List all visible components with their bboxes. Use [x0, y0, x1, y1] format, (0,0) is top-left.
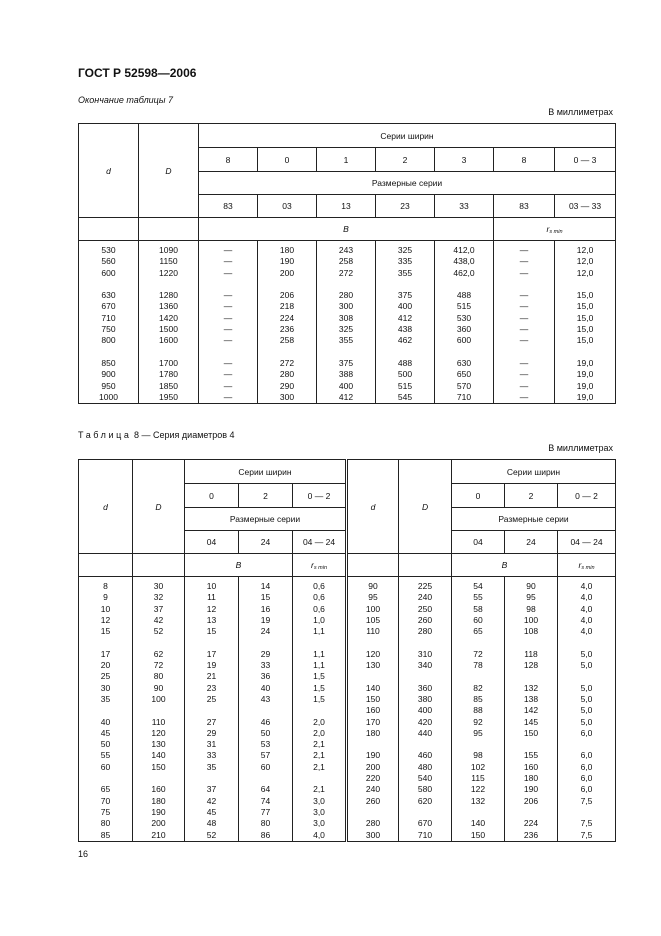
table8-col-B04-right: 54 55 58 60 65 72 78 82 85 88 92 95 98 102 115 122 132 140 150: [452, 577, 505, 842]
table8-header-width-series-left: Серии ширин: [185, 460, 347, 484]
table8-width-code: 0: [452, 484, 505, 508]
table7-dim-code: 03 — 33: [555, 195, 616, 218]
table8-width-code: 0: [185, 484, 239, 508]
table8-dim-code: 04: [185, 531, 239, 554]
table7-header-B: B: [199, 218, 494, 241]
table8-header-d-left: d: [79, 460, 133, 554]
table7-col-B-03: 180 190 200 206 218 224 236 258 272 280 290 300: [258, 241, 317, 404]
table8-header-B-left: B: [185, 554, 293, 577]
table8-header-dim-series-left: Размерные серии: [185, 508, 347, 531]
table7-dim-code: 13: [317, 195, 376, 218]
table8-header-r-left: $r_{s min}$: [293, 554, 347, 577]
table7-units-label: В миллиметрах: [548, 107, 613, 117]
table7-col-D: 1090 1150 1220 1280 1360 1420 1500 1600 1700 1780 1850 1950: [139, 241, 199, 404]
table7-col-d: 530 560 600 630 670 710 750 800 850 900 950 1000: [79, 241, 139, 404]
table8-width-code: 0 — 2: [558, 484, 616, 508]
table7-col-r-03-33: 12,0 12,0 12,0 15,0 15,0 15,0 15,0 15,0 19,0 19,0 19,0 19,0: [555, 241, 616, 404]
table8-dim-code: 24: [239, 531, 293, 554]
table8-col-r-left: 0,6 0,6 0,6 1,0 1,1 1,1 1,1 1,5 1,5 1,5 2,0 2,0 2,1 2,1 2,1 2,1 3,0 3,0 3,0 4,0: [293, 577, 347, 842]
table8-col-r-right: 4,0 4,0 4,0 4,0 4,0 5,0 5,0 5,0 5,0 5,0 5,0 6,0 6,0 6,0 6,0 6,0 7,5 7,5 7,5: [558, 577, 616, 842]
table7-dim-code: 83: [199, 195, 258, 218]
table7-col-r-83: — — — — — — — — — — — —: [494, 241, 555, 404]
table8-width-code: 0 — 2: [293, 484, 347, 508]
table8-dim-code: 24: [505, 531, 558, 554]
table8-header-width-series-right: Серии ширин: [452, 460, 616, 484]
table8-col-B24-right: 90 95 98 100 108 118 128 132 138 142 145 150 155 160 180 190 206 224 236: [505, 577, 558, 842]
table8-col-B04-left: 10 11 12 13 15 17 19 21 23 25 27 29 31 33 35 37 42 45 48 52: [185, 577, 239, 842]
page-number: 16: [78, 849, 89, 859]
table7-header-d: d: [79, 124, 139, 218]
table7-header-r: $r_{s min}$: [494, 218, 616, 241]
table7-width-code: 2: [376, 148, 435, 172]
table8-header-d-right: d: [347, 460, 399, 554]
table8: [78, 459, 616, 842]
table7-width-code: 0 — 3: [555, 148, 616, 172]
table8-col-d-left: 8 9 10 12 15 17 20 25 30 35 40 45 50 55 60 65 70 75 80 85: [79, 577, 133, 842]
table8-width-code: 2: [505, 484, 558, 508]
table8-width-code: 2: [239, 484, 293, 508]
table7-width-code: 8: [199, 148, 258, 172]
table8-header-D-right: D: [399, 460, 452, 554]
table7-col-B-23: 325 335 355 375 400 412 438 462 488 500 515 545: [376, 241, 435, 404]
table8-header-B-right: B: [452, 554, 558, 577]
table7-header-width-series: Серии ширин: [199, 124, 616, 148]
table8-dim-code: 04: [452, 531, 505, 554]
table7-dim-code: 33: [435, 195, 494, 218]
table7-width-code: 8: [494, 148, 555, 172]
table8-dim-code: 04 — 24: [293, 531, 347, 554]
table8-header-D-left: D: [133, 460, 185, 554]
table7-dim-code: 03: [258, 195, 317, 218]
table7-dim-code: 23: [376, 195, 435, 218]
table7-caption: Окончание таблицы 7: [78, 95, 173, 105]
table7-col-B-13: 243 258 272 280 300 308 325 355 375 388 400 412: [317, 241, 376, 404]
table7-width-code: 1: [317, 148, 376, 172]
table8-units-label: В миллиметрах: [548, 443, 613, 453]
table7-width-code: 3: [435, 148, 494, 172]
table7-col-B-83: — — — — — — — — — — — —: [199, 241, 258, 404]
table7: [78, 123, 616, 404]
table7-header-D: D: [139, 124, 199, 218]
table8-dim-code: 04 — 24: [558, 531, 616, 554]
document-title: ГОСТ Р 52598—2006: [78, 66, 197, 80]
table8-col-d-right: 90 95 100 105 110 120 130 140 150 160 170 180 190 200 220 240 260 280 300: [347, 577, 399, 842]
table8-col-D-right: 225 240 250 260 280 310 340 360 380 400 420 440 460 480 540 580 620 670 710: [399, 577, 452, 842]
table8-caption: Таблица 8 — Серия диаметров 4: [78, 430, 235, 440]
table7-col-B-33: 412,0 438,0 462,0 488 515 530 360 600 630 650 570 710: [435, 241, 494, 404]
table7-width-code: 0: [258, 148, 317, 172]
table7-header-dim-series: Размерные серии: [199, 172, 616, 195]
table8-col-B24-left: 14 15 16 19 24 29 33 36 40 43 46 50 53 57 60 64 74 77 80 86: [239, 577, 293, 842]
table7-dim-code: 83: [494, 195, 555, 218]
table8-header-dim-series-right: Размерные серии: [452, 508, 616, 531]
table8-header-r-right: $r_{s min}$: [558, 554, 616, 577]
table8-col-D-left: 30 32 37 42 52 62 72 80 90 100 110 120 130 140 150 160 180 190 200 210: [133, 577, 185, 842]
